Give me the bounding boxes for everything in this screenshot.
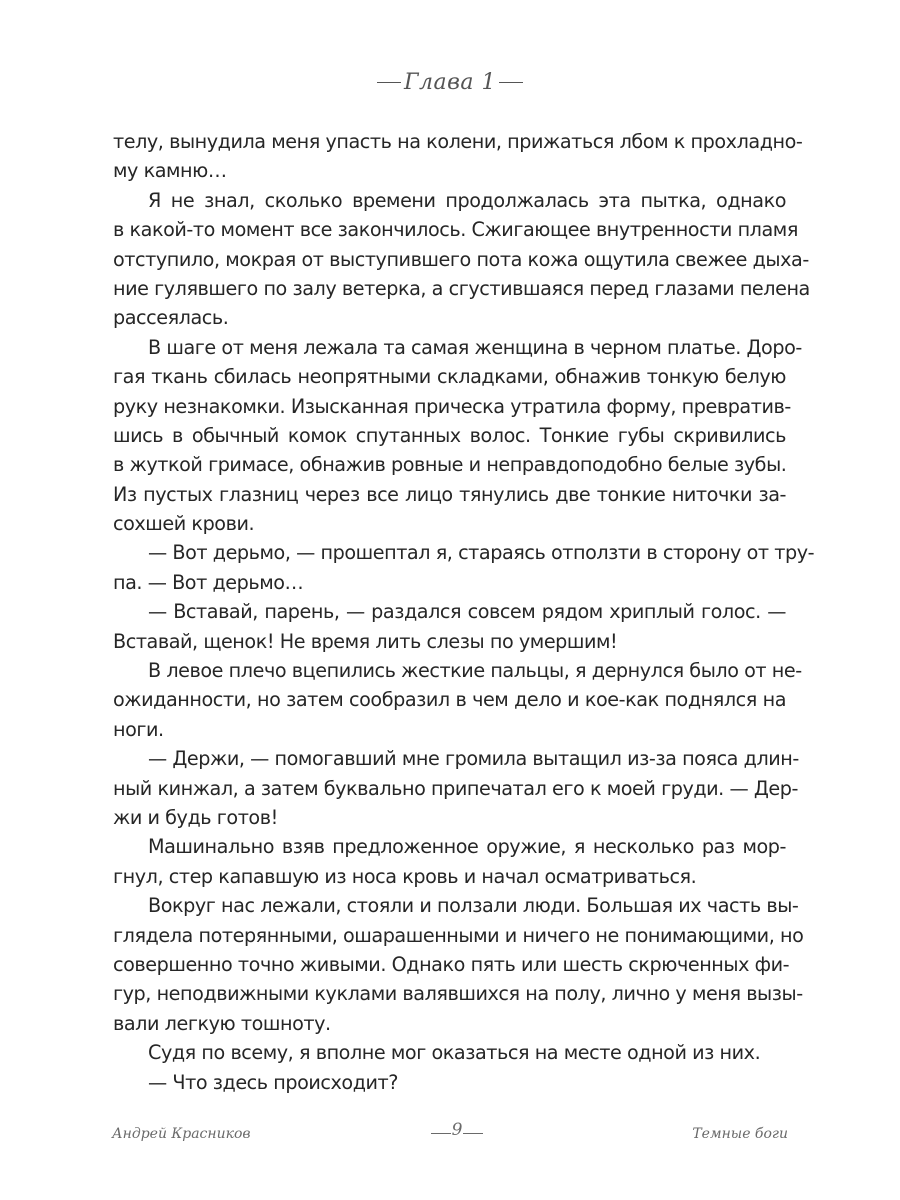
text-line: вали легкую тошноту. bbox=[113, 1011, 331, 1035]
chapter-title: Глава 1 bbox=[403, 70, 497, 95]
text-line: В левое плечо вцепились жесткие пальцы, я дернулся было от не- bbox=[148, 659, 802, 683]
text-line: — Держи, — помогавший мне громила вытащил из-за пояса длин- bbox=[148, 747, 799, 771]
text-line: гур, неподвижными куклами валявшихся на полу, лично у меня вызы- bbox=[113, 982, 803, 1006]
text-line: в жуткой гримасе, обнажив ровные и неправдоподобно белые зубы. bbox=[113, 453, 787, 477]
text-line: му камню… bbox=[113, 159, 227, 183]
text-line: Из пустых глазниц через все лицо тянулись две тонкие ниточки за- bbox=[113, 482, 786, 506]
text-line: — Вставай, парень, — раздался совсем рядом хриплый голос. — bbox=[148, 600, 786, 624]
running-footer bbox=[0, 1120, 900, 1150]
running-header bbox=[0, 70, 900, 95]
page-number-block bbox=[425, 1120, 489, 1140]
text-line: гнул, стер капавшую из носа кровь и начал осматриваться. bbox=[113, 864, 697, 888]
page-number: 9 bbox=[451, 1120, 463, 1140]
text-line: па. — Вот дерьмо… bbox=[113, 570, 304, 594]
header-dash-right bbox=[499, 82, 523, 83]
text-line: в какой-то момент все закончилось. Сжигающее внутренности пламя bbox=[113, 218, 798, 242]
page-number-rule-left bbox=[431, 1133, 451, 1134]
text-line: отступило, мокрая от выступившего пота кожа ощутила свежее дыха- bbox=[113, 247, 809, 271]
author-name: Андрей Красников bbox=[112, 1126, 251, 1142]
text-line: ожиданности, но затем сообразил в чем дело и кое-как поднялся на bbox=[113, 688, 786, 712]
text-line: ноги. bbox=[113, 717, 164, 741]
text-line: рассеялась. bbox=[113, 306, 229, 330]
text-line: Судя по всему, я вполне мог оказаться на месте одной из них. bbox=[148, 1041, 761, 1065]
book-title: Темные боги bbox=[692, 1126, 788, 1142]
text-line: Машинально взяв предложенное оружие, я несколько раз мор- bbox=[148, 835, 786, 859]
text-line: ный кинжал, а затем буквально припечатал его к моей груди. — Дер- bbox=[113, 776, 798, 800]
text-line: сохшей крови. bbox=[113, 512, 255, 536]
text-line: Вокруг нас лежали, стояли и ползали люди. Большая их часть вы- bbox=[148, 894, 799, 918]
text-line: Вставай, щенок! Не время лить слезы по умершим! bbox=[113, 629, 618, 653]
text-line: совершенно точно живыми. Однако пять или шесть скрюченных фи- bbox=[113, 952, 790, 976]
body-text bbox=[113, 127, 815, 1097]
text-line: жи и будь готов! bbox=[113, 805, 278, 829]
text-line: гая ткань сбилась неопрятными складками, обнажив тонкую белую bbox=[113, 365, 786, 389]
page-number-rule-right bbox=[463, 1133, 483, 1134]
text-line: глядела потерянными, ошарашенными и ничего не понимающими, но bbox=[113, 923, 804, 947]
text-line: В шаге от меня лежала та самая женщина в черном платье. Доро- bbox=[148, 335, 802, 359]
text-line: — Что здесь происходит? bbox=[148, 1070, 399, 1094]
text-line: Я не знал, сколько времени продолжалась эта пытка, однако bbox=[148, 188, 786, 212]
text-line: ние гулявшего по залу ветерка, а сгустившаяся перед глазами пелена bbox=[113, 276, 810, 300]
text-line: — Вот дерьмо, — прошептал я, стараясь отползти в сторону от тру- bbox=[148, 541, 815, 565]
text-line: телу, вынудила меня упасть на колени, прижаться лбом к прохладно- bbox=[113, 130, 803, 153]
text-line: шись в обычный комок спутанных волос. Тонкие губы скривились bbox=[113, 423, 786, 447]
header-dash-left bbox=[377, 82, 401, 83]
text-line: руку незнакомки. Изысканная прическа утратила форму, превратив- bbox=[113, 394, 791, 418]
